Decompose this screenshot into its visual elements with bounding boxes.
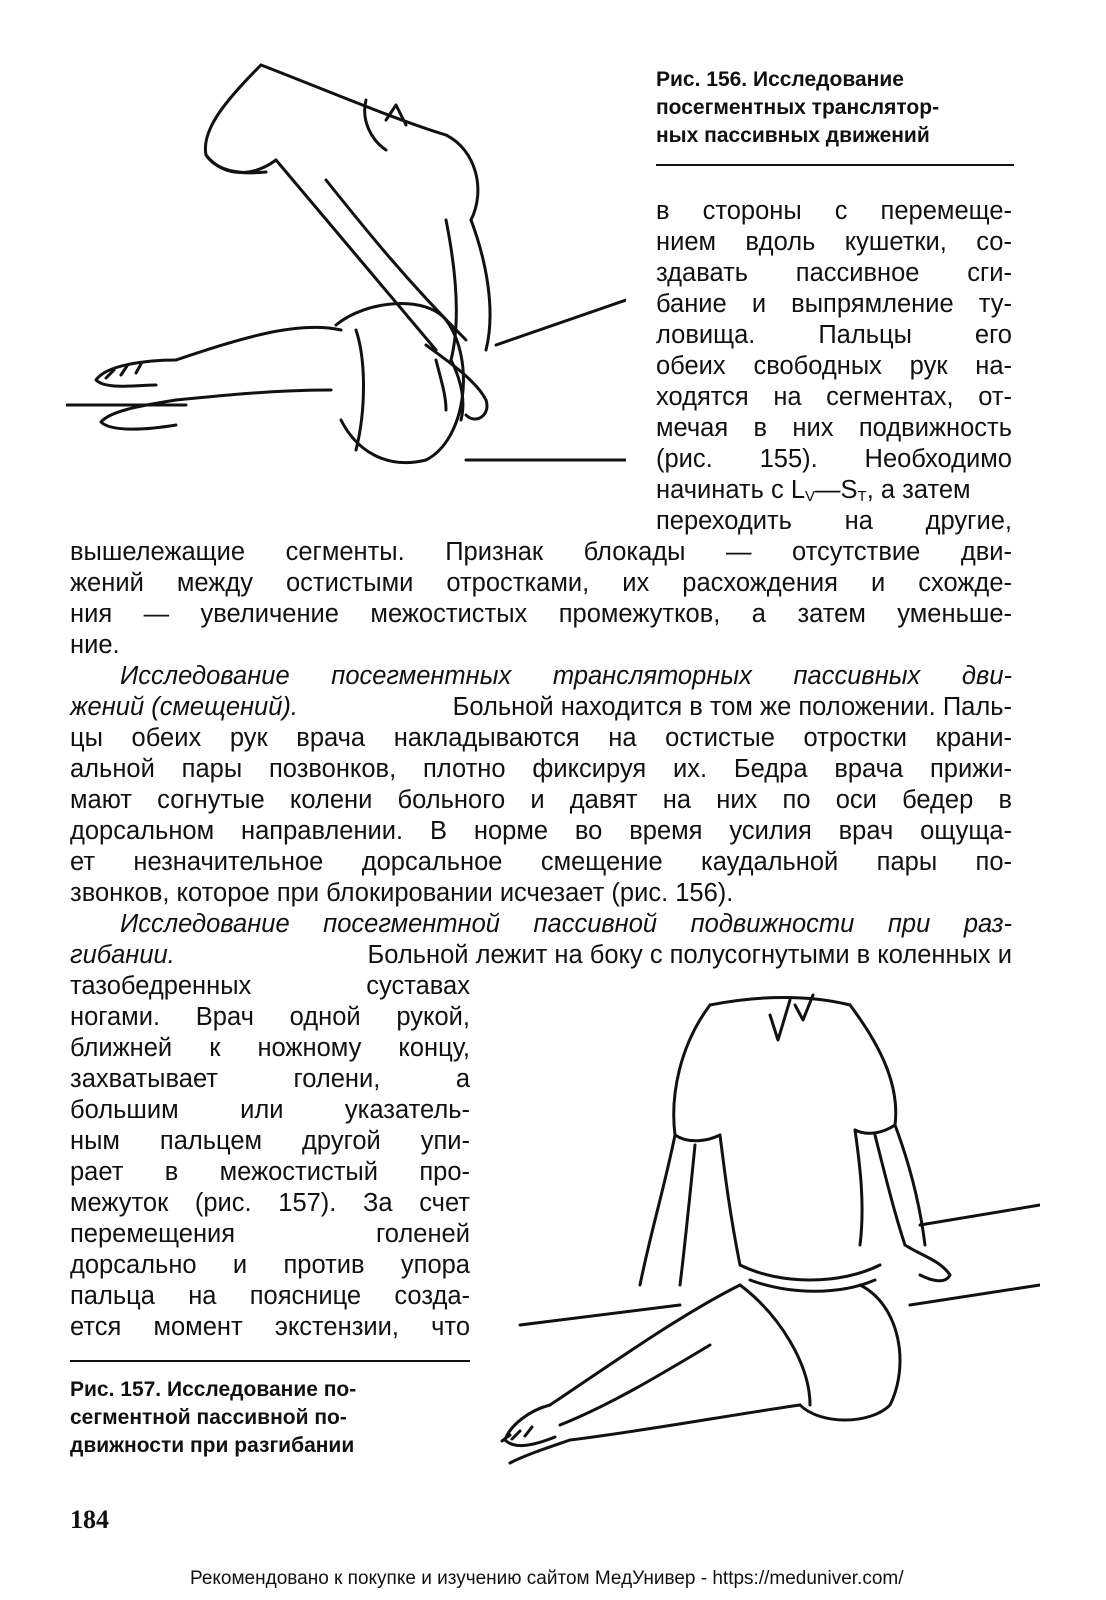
text-line: цы обеих рук врача накладываются на остистые отростки крани- (70, 724, 1012, 752)
text-line: ным пальцем другой упи- (70, 1127, 470, 1155)
figure-157-caption-line: движности при разгибании (70, 1434, 355, 1457)
text-line: ет незначительное дорсальное смещение каудальной пары по- (70, 848, 1012, 876)
figure-156-caption-line: Рис. 156. Исследование (656, 68, 904, 91)
text-line-mixed (70, 940, 1012, 971)
segment-mid: —S (815, 476, 858, 504)
text-line: звонков, которое при блокировании исчезает (рис. 156). (70, 879, 734, 907)
text-line: ловища. Пальцы его (656, 321, 1012, 349)
caption-divider (70, 1360, 470, 1362)
text-line: ется момент экстензии, что (70, 1313, 470, 1341)
figure-156-caption-line: ных пассивных движений (656, 124, 930, 147)
text-line: рает в межостистый про- (70, 1158, 470, 1186)
text-line: обеих свободных рук на- (656, 352, 1012, 380)
figure-157-caption-line: Рис. 157. Исследование по- (70, 1378, 357, 1401)
text-line: переходить на другие, (656, 507, 1012, 535)
text-line: захватывает голени, а (70, 1065, 470, 1093)
figure-157-caption-line: сегментной пассивной по- (70, 1406, 347, 1429)
segment-sub-t: T (857, 488, 867, 505)
text-line: межуток (рис. 157). За счет (70, 1189, 470, 1217)
text-line: жений между остистыми отростками, их расхождения и схожде- (70, 569, 1012, 597)
text-line: мают согнутые колени больного и давят на них по оси бедер в (70, 786, 1012, 814)
text-line: пальца на пояснице созда- (70, 1282, 470, 1310)
text-line: дорсальном направлении. В норме во время усилия врач ощуща- (70, 817, 1012, 845)
text-line: ния — увеличение межостистых промежутков, а затем уменьше- (70, 600, 1012, 628)
caption-divider (656, 164, 1014, 166)
text-line: альной пары позвонков, плотно фиксируя их. Бедра врача прижи- (70, 755, 1012, 783)
figure-156-illustration (66, 60, 626, 490)
figure-156-caption-line: посегментных транслятор- (656, 96, 940, 119)
text-line: вышележащие сегменты. Признак блокады — отсутствие дви- (70, 538, 1012, 566)
segment-pre: начинать с L (656, 476, 806, 504)
text-line-rest: Больной лежит на боку с полусогнутыми в коленных и (367, 941, 1012, 969)
text-line-mixed (70, 692, 1012, 723)
text-line: (рис. 155). Необходимо (656, 445, 1012, 473)
italic-heading-line: Исследование посегментных трансляторных пассивных дви- (120, 662, 1012, 690)
segment-post: , а затем (866, 476, 971, 504)
footer-promo-text: Рекомендовано к покупке и изучению сайтом МедУнивер - https://meduniver.com/ (190, 1568, 904, 1589)
italic-heading-end: гибании. (70, 941, 175, 969)
text-line: перемещения голеней (70, 1220, 470, 1248)
text-line: в стороны с перемеще- (656, 197, 1012, 225)
text-line: ближней к ножному концу, (70, 1034, 470, 1062)
text-line: ние. (70, 631, 120, 659)
text-line: большим или указатель- (70, 1096, 470, 1124)
text-line: тазобедренных суставах (70, 972, 470, 1000)
text-line: ходятся на сегментах, от- (656, 383, 1012, 411)
text-line: нием вдоль кушетки, со- (656, 228, 1012, 256)
text-line: ногами. Врач одной рукой, (70, 1003, 470, 1031)
text-line-rest: Больной находится в том же положении. Паль- (452, 693, 1012, 721)
page-number: 184 (70, 1505, 109, 1534)
text-line: мечая в них подвижность (656, 414, 1012, 442)
text-line: дорсально и против упора (70, 1251, 470, 1279)
text-line: здавать пассивное сги- (656, 259, 1012, 287)
text-line: бание и выпрямление ту- (656, 290, 1012, 318)
italic-heading-end: жений (смещений). (70, 693, 298, 721)
italic-heading-line: Исследование посегментной пассивной подвижности при раз- (120, 910, 1012, 938)
figure-157-illustration (480, 985, 1040, 1465)
segment-sub-v: V (805, 488, 816, 505)
